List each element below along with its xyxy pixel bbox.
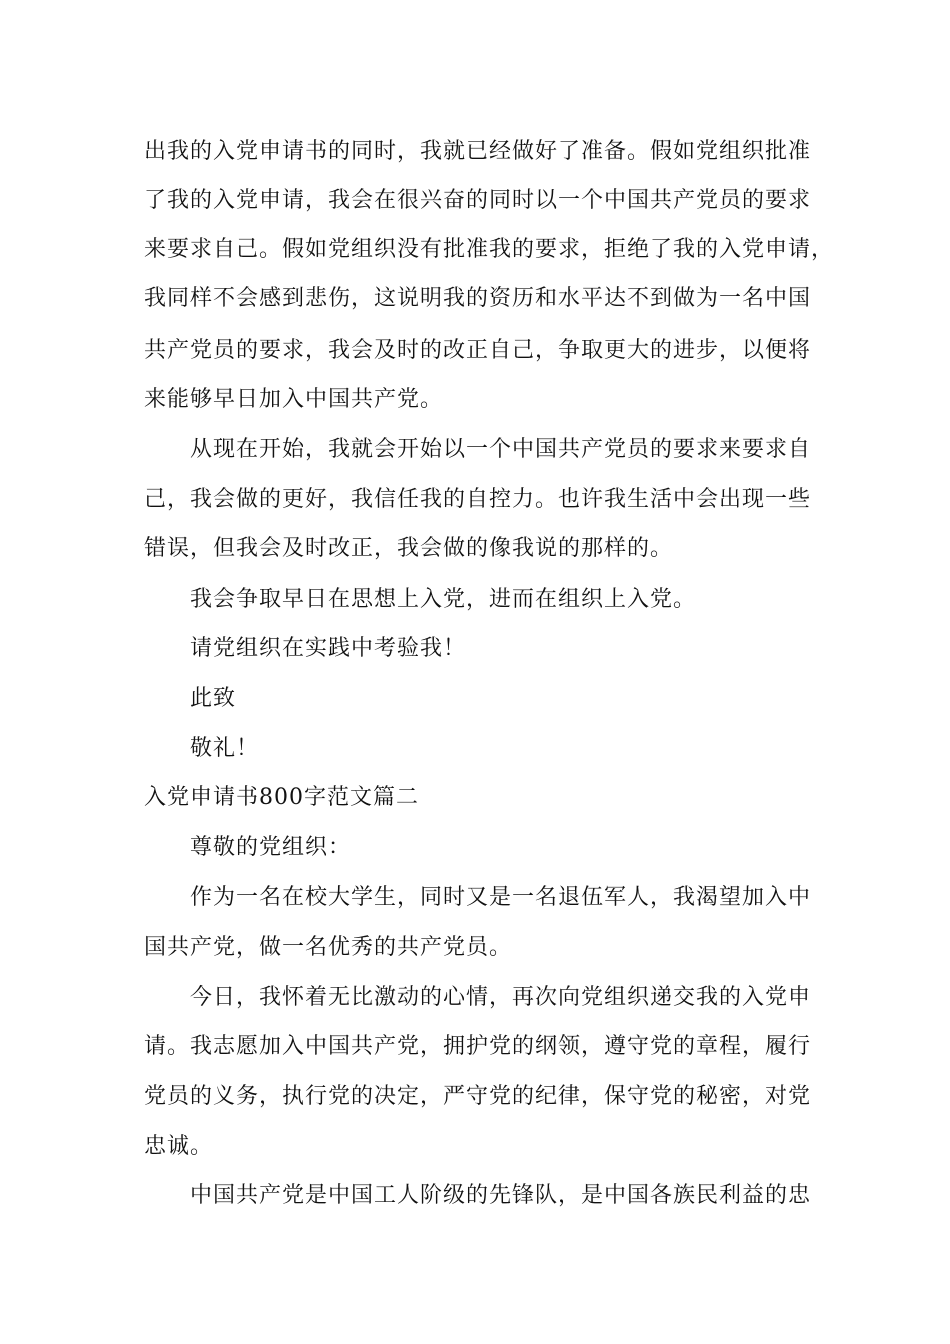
paragraph-line-7: 从现在开始，我就会开始以一个中国共产党员的要求来要求自 [190, 437, 812, 462]
paragraph-line-15: 作为一名在校大学生，同时又是一名退伍军人，我渴望加入中 [190, 885, 812, 910]
paragraph-line-11: 请党组织在实践中考验我！ [190, 636, 467, 661]
section-heading: 入党申请书800字范文篇二 [144, 785, 419, 810]
paragraph-line-8: 己，我会做的更好，我信任我的自控力。也许我生活中会出现一些 [144, 487, 812, 512]
paragraph-line-21: 中国共产党是中国工人阶级的先锋队，是中国各族民利益的忠 [190, 1183, 812, 1208]
paragraph-line-4: 我同样不会感到悲伤，这说明我的资历和水平达不到做为一名中国 [144, 286, 812, 311]
salutation: 尊敬的党组织： [190, 835, 352, 860]
closing-line-2: 敬礼！ [190, 736, 260, 761]
paragraph-line-20: 忠诚。 [144, 1134, 214, 1159]
paragraph-line-3: 来要求自己。假如党组织没有批准我的要求，拒绝了我的入党申请， [144, 237, 835, 262]
paragraph-line-17: 今日，我怀着无比激动的心情，再次向党组织递交我的入党申 [190, 985, 812, 1010]
paragraph-line-1: 出我的入党申请书的同时，我就已经做好了准备。假如党组织批准 [144, 139, 812, 164]
paragraph-line-6: 来能够早日加入中国共产党。 [144, 387, 444, 412]
paragraph-line-18: 请。我志愿加入中国共产党，拥护党的纲领，遵守党的章程，履行 [144, 1034, 812, 1059]
paragraph-line-10: 我会争取早日在思想上入党，进而在组织上入党。 [190, 587, 697, 612]
paragraph-line-2: 了我的入党申请，我会在很兴奋的同时以一个中国共产党员的要求 [144, 188, 812, 213]
closing-line-1: 此致 [190, 686, 237, 711]
paragraph-line-16: 国共产党，做一名优秀的共产党员。 [144, 935, 513, 960]
paragraph-line-5: 共产党员的要求，我会及时的改正自己，争取更大的进步，以便将 [144, 338, 812, 363]
paragraph-line-9: 错误，但我会及时改正，我会做的像我说的那样的。 [144, 536, 674, 561]
paragraph-line-19: 党员的义务，执行党的决定，严守党的纪律，保守党的秘密，对党 [144, 1084, 812, 1109]
